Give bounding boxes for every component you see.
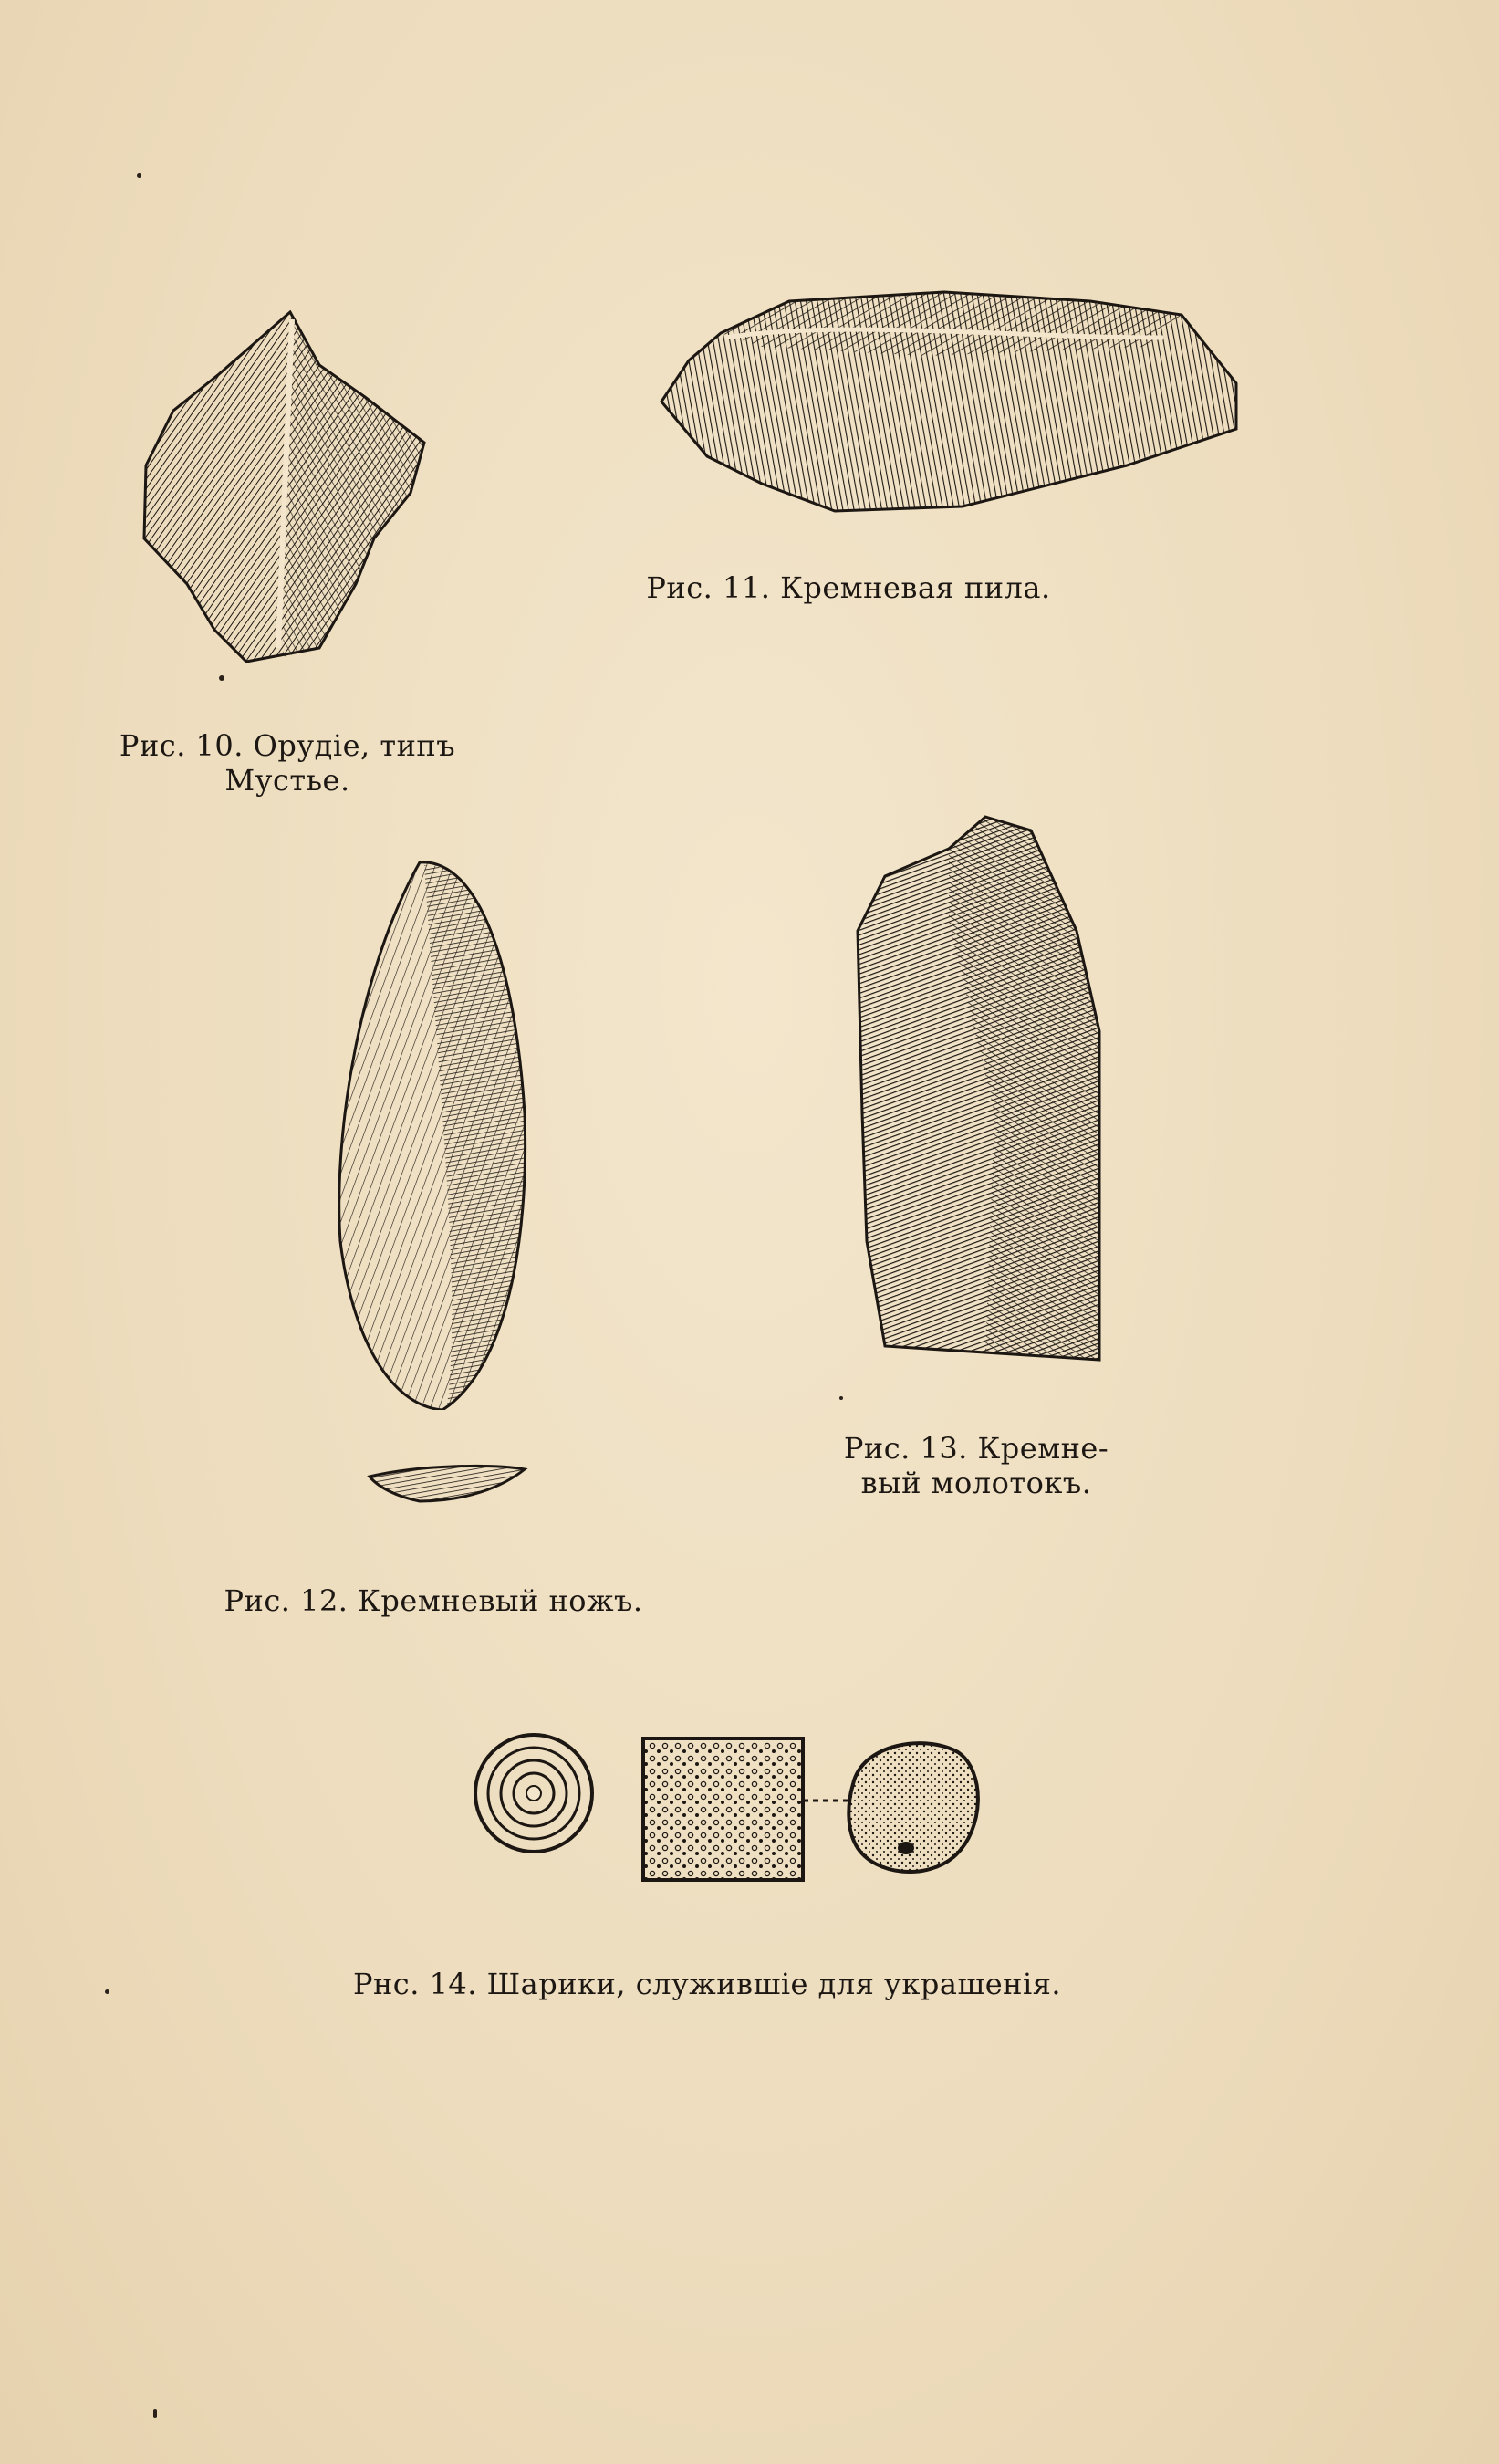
caption-fig11-line1: Рис. 11. Кремневая пила. [646, 570, 1051, 605]
caption-fig14-line1: Рнс. 14. Шарики, служившіе для украшенія. [352, 1967, 1062, 2001]
bead-top-view [475, 1735, 592, 1852]
mousterian-tool-drawing [137, 310, 442, 666]
caption-fig10 [109, 728, 465, 798]
flint-saw-drawing [652, 283, 1250, 520]
ink-speck [137, 173, 141, 178]
flint-hammer-drawing [848, 812, 1109, 1369]
caption-fig12 [196, 1583, 671, 1618]
caption-fig10-line1: Рис. 10. Орудіе, типъ [119, 728, 456, 763]
ink-speck [105, 1989, 109, 1994]
figure-14-beads [470, 1729, 981, 1889]
figure-12-knife-cross-section [365, 1460, 529, 1506]
caption-fig10-line2: Мустье. [224, 763, 350, 798]
bead-surface-detail [643, 1738, 803, 1880]
beads-drawing [470, 1729, 981, 1889]
knife-section-drawing [365, 1460, 529, 1506]
caption-fig11 [630, 570, 1067, 605]
bead-side-view [848, 1743, 978, 1872]
caption-fig13 [821, 1431, 1131, 1500]
figure-10-mousterian-tool [137, 310, 442, 666]
caption-fig12-line1: Рис. 12. Кремневый ножъ. [224, 1583, 643, 1618]
figure-12-flint-knife [333, 858, 534, 1410]
caption-fig13-line2: вый молотокъ. [860, 1466, 1092, 1500]
caption-fig14 [301, 1967, 1113, 2001]
ink-speck [839, 1396, 843, 1400]
flint-knife-drawing [333, 858, 534, 1410]
ink-speck [153, 2409, 157, 2418]
figure-13-flint-hammer [848, 812, 1109, 1369]
caption-fig13-line1: Рис. 13. Кремне- [843, 1431, 1109, 1466]
figure-11-flint-saw [652, 283, 1250, 520]
ink-speck [219, 675, 224, 681]
